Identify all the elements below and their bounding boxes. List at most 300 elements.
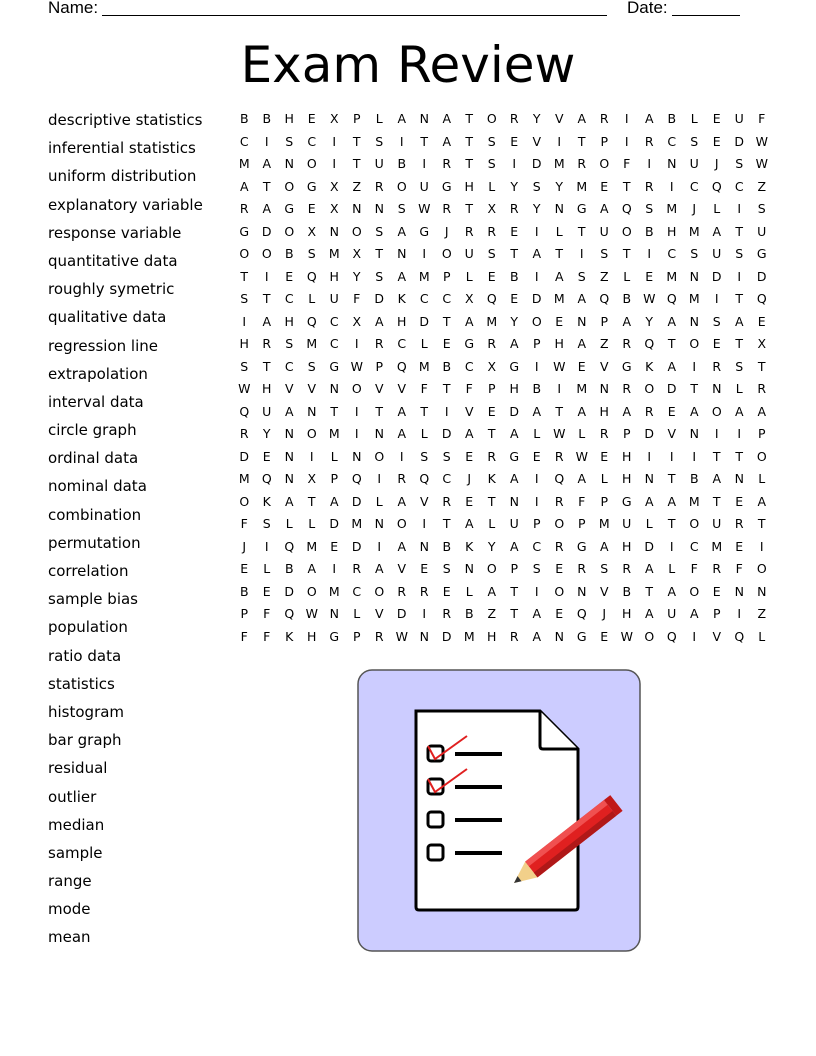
grid-letter[interactable]: D — [509, 403, 520, 419]
grid-letter[interactable]: A — [509, 336, 519, 351]
grid-letter[interactable]: M — [576, 178, 588, 194]
grid-letter[interactable]: F — [735, 561, 743, 576]
grid-letter[interactable]: T — [712, 493, 721, 509]
grid-letter[interactable]: B — [397, 156, 407, 171]
grid-letter[interactable]: O — [374, 448, 385, 464]
grid-letter[interactable]: L — [308, 291, 316, 306]
grid-letter[interactable]: A — [442, 133, 452, 149]
grid-letter[interactable]: A — [464, 516, 474, 531]
grid-letter[interactable]: G — [329, 358, 340, 374]
grid-letter[interactable]: I — [309, 448, 314, 464]
grid-letter[interactable]: A — [667, 313, 677, 329]
grid-letter[interactable]: R — [622, 336, 632, 351]
grid-letter[interactable]: J — [242, 538, 247, 554]
grid-letter[interactable]: P — [510, 561, 519, 576]
grid-letter[interactable]: N — [689, 313, 699, 329]
grid-letter[interactable]: A — [532, 246, 542, 261]
grid-letter[interactable]: U — [419, 178, 429, 194]
grid-letter[interactable]: N — [284, 471, 294, 486]
grid-letter[interactable]: K — [465, 538, 474, 554]
grid-letter[interactable]: A — [712, 223, 722, 239]
grid-letter[interactable]: H — [622, 471, 632, 486]
grid-letter[interactable]: I — [354, 403, 359, 419]
grid-letter[interactable]: G — [576, 538, 587, 554]
grid-letter[interactable]: P — [352, 628, 361, 644]
grid-letter[interactable]: G — [576, 628, 587, 644]
name-blank[interactable] — [102, 15, 607, 16]
grid-letter[interactable]: E — [555, 313, 564, 329]
grid-letter[interactable]: Q — [666, 628, 677, 644]
grid-letter[interactable]: W — [553, 426, 566, 441]
grid-letter[interactable]: A — [532, 606, 542, 621]
grid-letter[interactable]: S — [690, 246, 699, 261]
grid-letter[interactable]: D — [756, 268, 767, 284]
grid-letter[interactable]: A — [667, 358, 677, 374]
grid-letter[interactable]: G — [419, 223, 430, 239]
grid-letter[interactable]: C — [307, 133, 317, 149]
grid-letter[interactable]: T — [420, 133, 429, 149]
grid-letter[interactable]: O — [351, 223, 362, 239]
grid-letter[interactable]: L — [578, 426, 586, 441]
grid-letter[interactable]: T — [577, 133, 586, 149]
grid-letter[interactable]: L — [263, 561, 271, 576]
grid-letter[interactable]: A — [262, 156, 272, 171]
grid-letter[interactable]: S — [442, 448, 451, 464]
grid-letter[interactable]: D — [239, 448, 250, 464]
grid-letter[interactable]: S — [757, 201, 766, 216]
grid-letter[interactable]: J — [444, 223, 449, 239]
grid-letter[interactable]: D — [396, 606, 407, 621]
grid-letter[interactable]: B — [442, 358, 452, 374]
grid-letter[interactable]: A — [689, 403, 699, 419]
grid-letter[interactable]: T — [307, 493, 316, 509]
grid-letter[interactable]: F — [420, 381, 428, 396]
grid-letter[interactable]: R — [374, 628, 384, 644]
grid-letter[interactable]: Q — [239, 403, 250, 419]
grid-letter[interactable]: G — [509, 448, 520, 464]
grid-letter[interactable]: P — [375, 358, 384, 374]
grid-letter[interactable]: T — [622, 178, 631, 194]
grid-letter[interactable]: N — [644, 471, 654, 486]
grid-letter[interactable]: N — [329, 223, 339, 239]
grid-letter[interactable]: E — [757, 313, 766, 329]
grid-letter[interactable]: B — [284, 561, 294, 576]
grid-letter[interactable]: Z — [757, 178, 767, 194]
grid-letter[interactable]: Y — [510, 313, 519, 329]
grid-letter[interactable]: N — [689, 426, 699, 441]
grid-letter[interactable]: E — [510, 223, 519, 239]
grid-letter[interactable]: G — [621, 358, 632, 374]
grid-letter[interactable]: N — [419, 538, 429, 554]
grid-letter[interactable]: R — [757, 381, 767, 396]
grid-letter[interactable]: S — [712, 313, 721, 329]
grid-letter[interactable]: E — [600, 628, 609, 644]
grid-letter[interactable]: O — [644, 628, 655, 644]
grid-letter[interactable]: E — [465, 493, 474, 509]
grid-letter[interactable]: N — [577, 313, 587, 329]
grid-letter[interactable]: H — [397, 313, 407, 329]
grid-letter[interactable]: F — [758, 111, 766, 126]
grid-letter[interactable]: B — [622, 291, 632, 306]
grid-letter[interactable]: T — [442, 313, 451, 329]
grid-letter[interactable]: T — [622, 246, 631, 261]
grid-letter[interactable]: O — [486, 111, 497, 126]
grid-letter[interactable]: E — [577, 358, 586, 374]
grid-letter[interactable]: A — [262, 313, 272, 329]
grid-letter[interactable]: Q — [284, 538, 295, 554]
grid-letter[interactable]: X — [307, 471, 317, 486]
grid-letter[interactable]: T — [735, 448, 744, 464]
grid-letter[interactable]: X — [352, 246, 362, 261]
grid-letter[interactable]: I — [624, 133, 629, 149]
grid-letter[interactable]: C — [689, 178, 699, 194]
grid-letter[interactable]: I — [399, 448, 404, 464]
grid-letter[interactable]: K — [262, 493, 271, 509]
grid-letter[interactable]: A — [464, 426, 474, 441]
grid-letter[interactable]: S — [532, 178, 541, 194]
grid-letter[interactable]: F — [240, 628, 248, 644]
grid-letter[interactable]: F — [263, 606, 271, 621]
grid-letter[interactable]: E — [532, 448, 541, 464]
grid-letter[interactable]: T — [330, 403, 339, 419]
grid-letter[interactable]: W — [418, 201, 431, 216]
grid-letter[interactable]: D — [531, 291, 542, 306]
grid-letter[interactable]: D — [351, 538, 362, 554]
grid-letter[interactable]: I — [512, 156, 517, 171]
grid-letter[interactable]: H — [622, 606, 632, 621]
grid-letter[interactable]: X — [464, 291, 474, 306]
grid-letter[interactable]: V — [374, 606, 384, 621]
grid-letter[interactable]: G — [284, 201, 295, 216]
grid-letter[interactable]: T — [645, 583, 654, 599]
grid-letter[interactable]: N — [284, 156, 294, 171]
grid-letter[interactable]: H — [622, 448, 632, 464]
grid-letter[interactable]: O — [689, 516, 700, 531]
grid-letter[interactable]: Z — [757, 606, 767, 621]
grid-letter[interactable]: N — [329, 606, 339, 621]
grid-letter[interactable]: D — [644, 538, 655, 554]
grid-letter[interactable]: I — [422, 246, 427, 261]
grid-letter[interactable]: T — [735, 291, 744, 306]
grid-letter[interactable]: N — [374, 426, 384, 441]
grid-letter[interactable]: E — [735, 538, 744, 554]
grid-letter[interactable]: A — [284, 403, 294, 419]
grid-letter[interactable]: A — [532, 403, 542, 419]
grid-letter[interactable]: B — [532, 381, 542, 396]
grid-letter[interactable]: X — [487, 201, 497, 216]
grid-letter[interactable]: T — [667, 471, 676, 486]
grid-letter[interactable]: A — [397, 426, 407, 441]
grid-letter[interactable]: P — [622, 426, 631, 441]
grid-letter[interactable]: I — [354, 336, 359, 351]
grid-letter[interactable]: I — [264, 268, 269, 284]
grid-letter[interactable]: D — [261, 223, 272, 239]
grid-letter[interactable]: I — [422, 156, 427, 171]
grid-letter[interactable]: I — [534, 268, 539, 284]
grid-letter[interactable]: K — [285, 628, 294, 644]
grid-letter[interactable]: K — [397, 291, 406, 306]
grid-letter[interactable]: Q — [756, 291, 767, 306]
grid-letter[interactable]: D — [734, 133, 745, 149]
grid-letter[interactable]: R — [419, 583, 429, 599]
grid-letter[interactable]: V — [397, 381, 407, 396]
grid-letter[interactable]: S — [577, 268, 586, 284]
grid-letter[interactable]: S — [397, 201, 406, 216]
grid-letter[interactable]: R — [487, 448, 497, 464]
grid-letter[interactable]: S — [285, 133, 294, 149]
grid-letter[interactable]: I — [669, 178, 674, 194]
grid-letter[interactable]: E — [442, 583, 451, 599]
grid-letter[interactable]: U — [329, 291, 339, 306]
grid-letter[interactable]: U — [757, 223, 767, 239]
grid-letter[interactable]: A — [622, 403, 632, 419]
grid-letter[interactable]: L — [690, 111, 698, 126]
grid-letter[interactable]: E — [240, 561, 249, 576]
grid-letter[interactable]: C — [464, 358, 474, 374]
grid-letter[interactable]: A — [577, 336, 587, 351]
grid-letter[interactable]: S — [375, 223, 384, 239]
grid-letter[interactable]: U — [262, 403, 272, 419]
grid-letter[interactable]: R — [622, 381, 632, 396]
grid-letter[interactable]: R — [644, 403, 654, 419]
grid-letter[interactable]: X — [329, 178, 339, 194]
grid-letter[interactable]: E — [262, 583, 271, 599]
grid-letter[interactable]: A — [509, 538, 519, 554]
grid-letter[interactable]: I — [332, 156, 337, 171]
grid-letter[interactable]: I — [714, 291, 719, 306]
grid-letter[interactable]: I — [737, 606, 742, 621]
grid-letter[interactable]: A — [554, 268, 564, 284]
grid-letter[interactable]: S — [690, 133, 699, 149]
grid-letter[interactable]: M — [306, 538, 318, 554]
grid-letter[interactable]: A — [284, 493, 294, 509]
grid-letter[interactable]: T — [510, 583, 519, 599]
grid-letter[interactable]: L — [285, 516, 293, 531]
grid-letter[interactable]: S — [285, 336, 294, 351]
grid-letter[interactable]: M — [576, 381, 588, 396]
grid-letter[interactable]: V — [599, 358, 609, 374]
grid-letter[interactable]: R — [464, 223, 474, 239]
grid-letter[interactable]: Y — [532, 201, 541, 216]
grid-letter[interactable]: Q — [621, 201, 632, 216]
grid-letter[interactable]: A — [644, 111, 654, 126]
grid-letter[interactable]: W — [305, 606, 318, 621]
grid-letter[interactable]: G — [464, 336, 475, 351]
grid-letter[interactable]: N — [419, 111, 429, 126]
grid-letter[interactable]: R — [644, 178, 654, 194]
grid-letter[interactable]: D — [441, 426, 452, 441]
grid-letter[interactable]: W — [575, 448, 588, 464]
grid-letter[interactable]: B — [644, 223, 654, 239]
grid-letter[interactable]: X — [329, 201, 339, 216]
grid-letter[interactable]: N — [374, 516, 384, 531]
grid-letter[interactable]: S — [735, 358, 744, 374]
grid-letter[interactable]: A — [577, 403, 587, 419]
grid-letter[interactable]: W — [755, 133, 768, 149]
grid-letter[interactable]: E — [735, 493, 744, 509]
grid-letter[interactable]: G — [329, 628, 340, 644]
grid-letter[interactable]: A — [734, 313, 744, 329]
grid-letter[interactable]: L — [420, 336, 428, 351]
grid-letter[interactable]: R — [712, 561, 722, 576]
grid-letter[interactable]: A — [262, 201, 272, 216]
grid-letter[interactable]: I — [557, 381, 562, 396]
grid-letter[interactable]: G — [509, 358, 520, 374]
grid-letter[interactable]: M — [711, 538, 723, 554]
grid-letter[interactable]: N — [352, 448, 362, 464]
grid-letter[interactable]: L — [465, 583, 473, 599]
grid-letter[interactable]: S — [375, 268, 384, 284]
grid-letter[interactable]: M — [688, 223, 700, 239]
grid-letter[interactable]: I — [692, 358, 697, 374]
grid-letter[interactable]: D — [711, 268, 722, 284]
grid-letter[interactable]: S — [735, 156, 744, 171]
grid-letter[interactable]: W — [553, 358, 566, 374]
grid-letter[interactable]: C — [442, 291, 452, 306]
grid-letter[interactable]: T — [442, 381, 451, 396]
grid-letter[interactable]: I — [332, 561, 337, 576]
grid-letter[interactable]: L — [330, 448, 338, 464]
grid-letter[interactable]: O — [554, 583, 565, 599]
grid-letter[interactable]: L — [465, 268, 473, 284]
grid-letter[interactable]: N — [577, 583, 587, 599]
grid-letter[interactable]: C — [329, 336, 339, 351]
grid-letter[interactable]: H — [667, 223, 677, 239]
grid-letter[interactable]: Y — [262, 426, 271, 441]
grid-letter[interactable]: L — [713, 201, 721, 216]
grid-letter[interactable]: A — [464, 313, 474, 329]
grid-letter[interactable]: A — [599, 538, 609, 554]
grid-letter[interactable]: R — [397, 583, 407, 599]
grid-letter[interactable]: F — [240, 516, 248, 531]
grid-letter[interactable]: P — [532, 336, 541, 351]
grid-letter[interactable]: E — [510, 133, 519, 149]
grid-letter[interactable]: C — [329, 313, 339, 329]
grid-letter[interactable]: N — [734, 471, 744, 486]
grid-letter[interactable]: S — [532, 561, 541, 576]
grid-letter[interactable]: E — [712, 133, 721, 149]
grid-letter[interactable]: V — [464, 403, 474, 419]
grid-letter[interactable]: I — [669, 538, 674, 554]
grid-letter[interactable]: R — [442, 606, 452, 621]
grid-letter[interactable]: F — [465, 381, 473, 396]
grid-letter[interactable]: L — [623, 268, 631, 284]
grid-letter[interactable]: S — [487, 246, 496, 261]
grid-letter[interactable]: R — [397, 471, 407, 486]
grid-letter[interactable]: M — [598, 516, 610, 531]
grid-letter[interactable]: A — [667, 583, 677, 599]
grid-letter[interactable]: R — [554, 493, 564, 509]
grid-letter[interactable]: A — [667, 493, 677, 509]
grid-letter[interactable]: H — [509, 381, 519, 396]
grid-letter[interactable]: X — [757, 336, 767, 351]
grid-letter[interactable]: R — [599, 426, 609, 441]
grid-letter[interactable]: Y — [510, 178, 519, 194]
grid-letter[interactable]: F — [353, 291, 361, 306]
grid-letter[interactable]: I — [737, 201, 742, 216]
grid-letter[interactable]: O — [239, 493, 250, 509]
grid-letter[interactable]: I — [737, 268, 742, 284]
grid-letter[interactable]: M — [666, 201, 678, 216]
grid-letter[interactable]: L — [488, 178, 496, 194]
grid-letter[interactable]: M — [688, 493, 700, 509]
date-blank[interactable] — [672, 15, 740, 16]
grid-letter[interactable]: G — [306, 178, 317, 194]
grid-letter[interactable]: T — [555, 403, 564, 419]
grid-letter[interactable]: I — [264, 133, 269, 149]
grid-letter[interactable]: O — [374, 583, 385, 599]
grid-letter[interactable]: A — [757, 403, 767, 419]
grid-letter[interactable]: R — [599, 111, 609, 126]
grid-letter[interactable]: L — [308, 516, 316, 531]
grid-letter[interactable]: O — [239, 246, 250, 261]
grid-letter[interactable]: M — [351, 516, 363, 531]
grid-letter[interactable]: C — [284, 358, 294, 374]
grid-letter[interactable]: H — [622, 538, 632, 554]
grid-letter[interactable]: I — [557, 133, 562, 149]
grid-letter[interactable]: L — [758, 628, 766, 644]
grid-letter[interactable]: G — [576, 201, 587, 216]
grid-letter[interactable]: L — [735, 381, 743, 396]
grid-letter[interactable]: T — [735, 223, 744, 239]
grid-letter[interactable]: Q — [284, 606, 295, 621]
grid-letter[interactable]: Q — [261, 471, 272, 486]
grid-letter[interactable]: R — [239, 426, 249, 441]
grid-letter[interactable]: B — [622, 583, 632, 599]
grid-letter[interactable]: U — [734, 111, 744, 126]
grid-letter[interactable]: H — [599, 403, 609, 419]
grid-letter[interactable]: R — [509, 201, 519, 216]
grid-letter[interactable]: A — [532, 628, 542, 644]
grid-letter[interactable]: I — [534, 358, 539, 374]
grid-letter[interactable]: L — [375, 111, 383, 126]
grid-letter[interactable]: E — [307, 111, 316, 126]
grid-letter[interactable]: O — [756, 561, 767, 576]
grid-letter[interactable]: U — [712, 246, 722, 261]
grid-letter[interactable]: L — [420, 426, 428, 441]
grid-letter[interactable]: O — [756, 448, 767, 464]
grid-letter[interactable]: X — [329, 111, 339, 126]
grid-letter[interactable]: P — [757, 426, 766, 441]
grid-letter[interactable]: O — [306, 583, 317, 599]
grid-letter[interactable]: D — [419, 313, 430, 329]
grid-letter[interactable]: K — [645, 358, 654, 374]
grid-letter[interactable]: A — [577, 291, 587, 306]
grid-letter[interactable]: M — [486, 313, 498, 329]
grid-letter[interactable]: P — [330, 471, 339, 486]
grid-letter[interactable]: S — [487, 133, 496, 149]
grid-letter[interactable]: P — [577, 516, 586, 531]
grid-letter[interactable]: Q — [554, 471, 565, 486]
grid-letter[interactable]: M — [328, 246, 340, 261]
grid-letter[interactable]: S — [307, 358, 316, 374]
grid-letter[interactable]: Q — [576, 606, 587, 621]
grid-letter[interactable]: U — [599, 223, 609, 239]
grid-letter[interactable]: T — [487, 493, 496, 509]
grid-letter[interactable]: J — [602, 606, 607, 621]
grid-letter[interactable]: O — [306, 156, 317, 171]
grid-letter[interactable]: T — [465, 156, 474, 171]
grid-letter[interactable]: V — [419, 493, 429, 509]
grid-letter[interactable]: E — [330, 538, 339, 554]
grid-letter[interactable]: T — [577, 223, 586, 239]
grid-letter[interactable]: N — [509, 493, 519, 509]
grid-letter[interactable]: R — [442, 493, 452, 509]
grid-letter[interactable]: I — [534, 493, 539, 509]
grid-letter[interactable]: G — [239, 223, 250, 239]
grid-letter[interactable]: W — [755, 156, 768, 171]
grid-letter[interactable]: P — [352, 111, 361, 126]
